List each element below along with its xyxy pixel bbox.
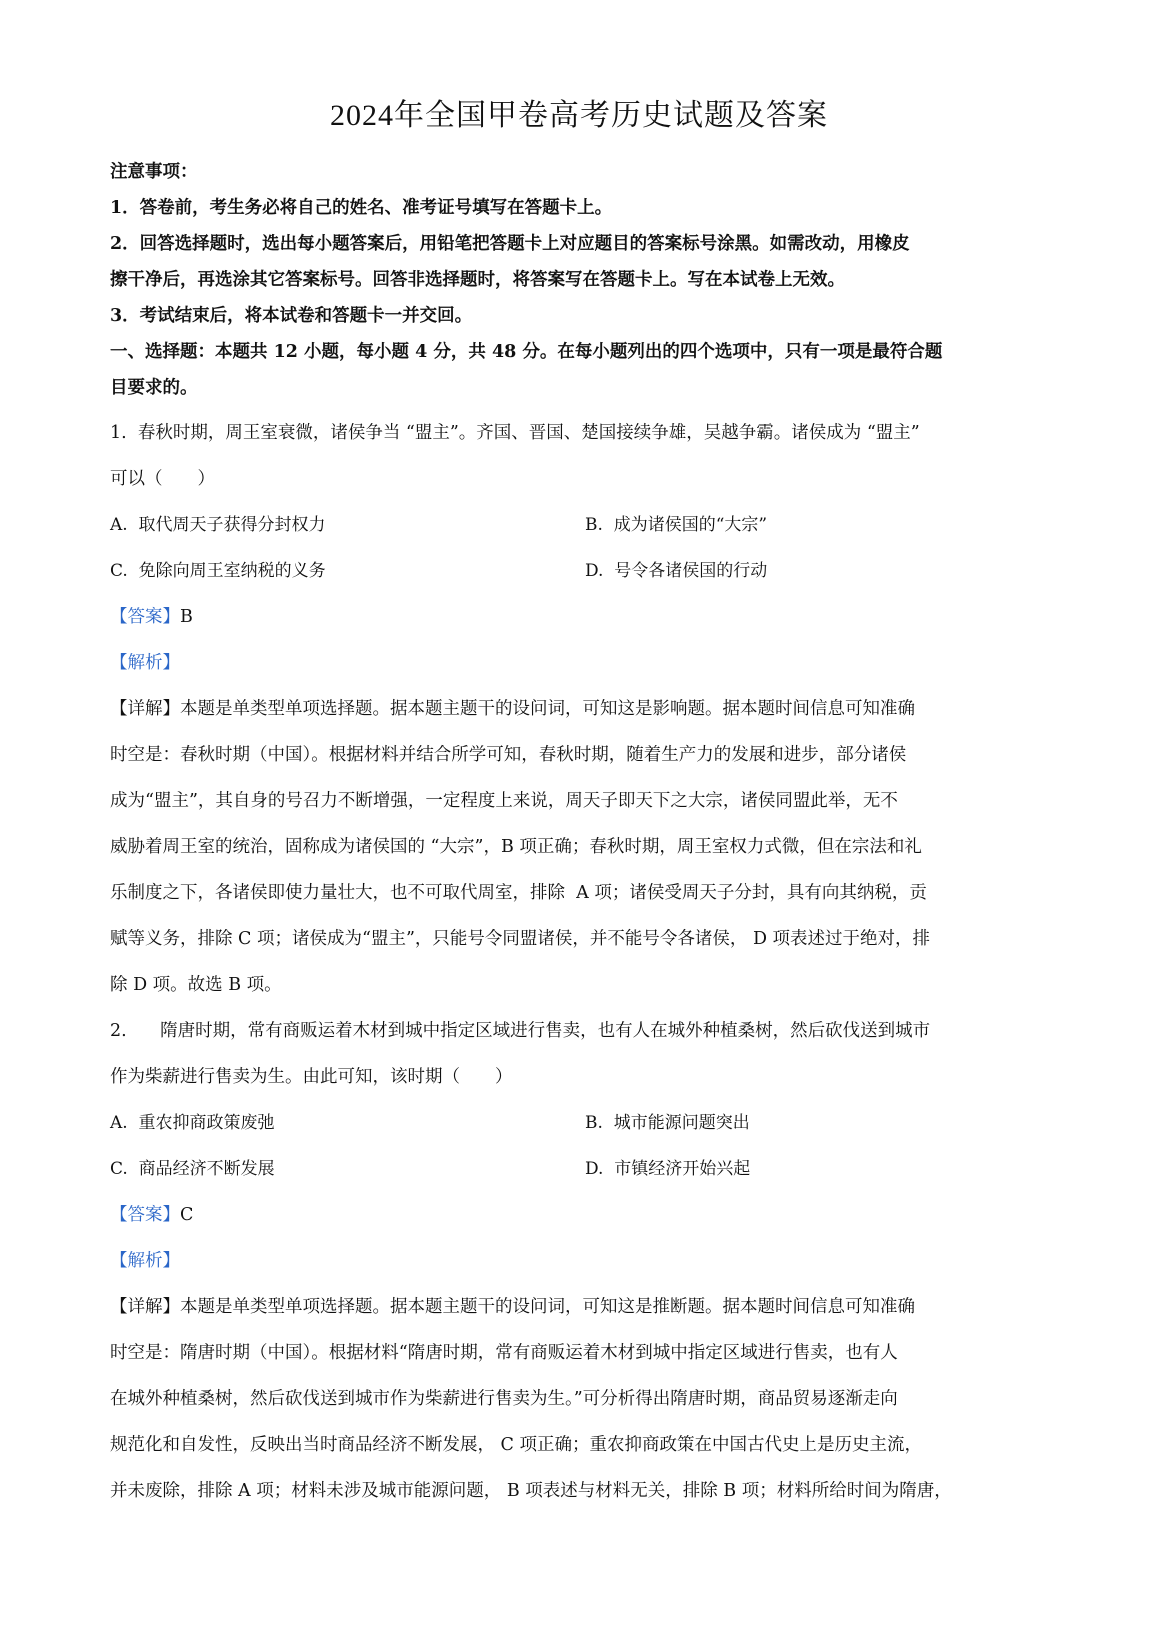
answer-line bbox=[110, 1192, 1048, 1238]
notice-section bbox=[110, 154, 1048, 406]
page-title: 2024年全国甲卷高考历史试题及答案 bbox=[330, 99, 828, 132]
option-a: A. 取代周天子获得分封权力 bbox=[110, 515, 326, 535]
option-b: B. 城市能源问题突出 bbox=[585, 1113, 750, 1133]
options-grid bbox=[110, 502, 1048, 594]
option-c: C. 免除向周王室纳税的义务 bbox=[110, 561, 326, 581]
answer-line bbox=[110, 594, 1048, 640]
option-d: D. 号令各诸侯国的行动 bbox=[585, 561, 768, 581]
answer-value: C bbox=[180, 1205, 194, 1225]
detail-line: 【详解】本题是单类型单项选择题。据本题主题干的设问词，可知这是推断题。据本题时间信息可知准确 bbox=[110, 1297, 915, 1317]
option-b: B. 成为诸侯国的“大宗” bbox=[585, 515, 768, 535]
answer-tag: 【答案】 bbox=[110, 1205, 180, 1225]
notice-item: 1．答卷前，考生务必将自己的姓名、准考证号填写在答题卡上。 bbox=[110, 198, 613, 218]
section-heading: 一、选择题：本题共 12 小题，每小题 4 分，共 48 分。在每小题列出的四个选项中，只有一项是最符合题 bbox=[110, 342, 943, 362]
analysis-tag: 【解析】 bbox=[110, 653, 180, 673]
detail-line: 时空是：隋唐时期（中国）。根据材料“隋唐时期，常有商贩运着木材到城中指定区域进行售卖，也有人 bbox=[110, 1343, 898, 1363]
notice-item: 3．考试结束后，将本试卷和答题卡一并交回。 bbox=[110, 306, 473, 326]
question-stem: 可以（ ） bbox=[110, 469, 215, 489]
answer-value: B bbox=[180, 607, 193, 627]
notice-item: 擦干净后，再选涂其它答案标号。回答非选择题时，将答案写在答题卡上。写在本试卷上无效。 bbox=[110, 270, 845, 290]
detail-line: 除 D 项。故选 B 项。 bbox=[110, 975, 282, 995]
detail-line: 时空是：春秋时期（中国）。根据材料并结合所学可知，春秋时期，随着生产力的发展和进步，部分诸侯 bbox=[110, 745, 907, 765]
detail-line: 威胁着周王室的统治，固称成为诸侯国的 “大宗”，B 项正确；春秋时期，周王室权力式微，但在宗法和礼 bbox=[110, 837, 922, 857]
option-c: C. 商品经济不断发展 bbox=[110, 1159, 275, 1179]
detail-line: 成为“盟主”，其自身的号召力不断增强，一定程度上来说，周天子即天下之大宗，诸侯同盟此举，无不 bbox=[110, 791, 898, 811]
detail-line: 赋等义务，排除 C 项；诸侯成为“盟主”，只能号令同盟诸侯，并不能号令各诸侯， D 项表述过于绝对，排 bbox=[110, 929, 931, 949]
detail-line: 【详解】本题是单类型单项选择题。据本题主题干的设问词，可知这是影响题。据本题时间信息可知准确 bbox=[110, 699, 915, 719]
answer-tag: 【答案】 bbox=[110, 607, 180, 627]
question-2 bbox=[110, 1008, 1048, 1514]
question-stem: 作为柴薪进行售卖为生。由此可知，该时期（ ） bbox=[110, 1067, 513, 1087]
options-grid bbox=[110, 1100, 1048, 1192]
detail-line: 乐制度之下，各诸侯即使力量壮大，也不可取代周室，排除 A 项；诸侯受周天子分封，具有向其纳税，贡 bbox=[110, 883, 927, 903]
option-d: D. 市镇经济开始兴起 bbox=[585, 1159, 751, 1179]
detail-line: 规范化和自发性，反映出当时商品经济不断发展， C 项正确；重农抑商政策在中国古代史上是历史主流， bbox=[110, 1435, 923, 1455]
notice-item: 2．回答选择题时，选出每小题答案后，用铅笔把答题卡上对应题目的答案标号涂黑。如需改动，用橡皮 bbox=[110, 234, 910, 254]
section-heading: 目要求的。 bbox=[110, 378, 198, 398]
question-stem: 2. 隋唐时期，常有商贩运着木材到城中指定区域进行售卖，也有人在城外种植桑树，然后砍伐送到城市 bbox=[110, 1021, 931, 1041]
question-1 bbox=[110, 410, 1048, 1008]
notice-heading: 注意事项： bbox=[110, 162, 198, 182]
option-a: A. 重农抑商政策废弛 bbox=[110, 1113, 275, 1133]
analysis-tag: 【解析】 bbox=[110, 1251, 180, 1271]
detail-line: 并未废除，排除 A 项；材料未涉及城市能源问题， B 项表述与材料无关，排除 B 项；材料所给时间为隋唐， bbox=[110, 1481, 952, 1501]
detail-line: 在城外种植桑树，然后砍伐送到城市作为柴薪进行售卖为生。”可分析得出隋唐时期，商品贸易逐渐走向 bbox=[110, 1389, 898, 1409]
question-stem: 1. 春秋时期，周王室衰微，诸侯争当 “盟主”。齐国、晋国、楚国接续争雄，吴越争霸。诸侯成为 “盟主” bbox=[110, 423, 920, 443]
